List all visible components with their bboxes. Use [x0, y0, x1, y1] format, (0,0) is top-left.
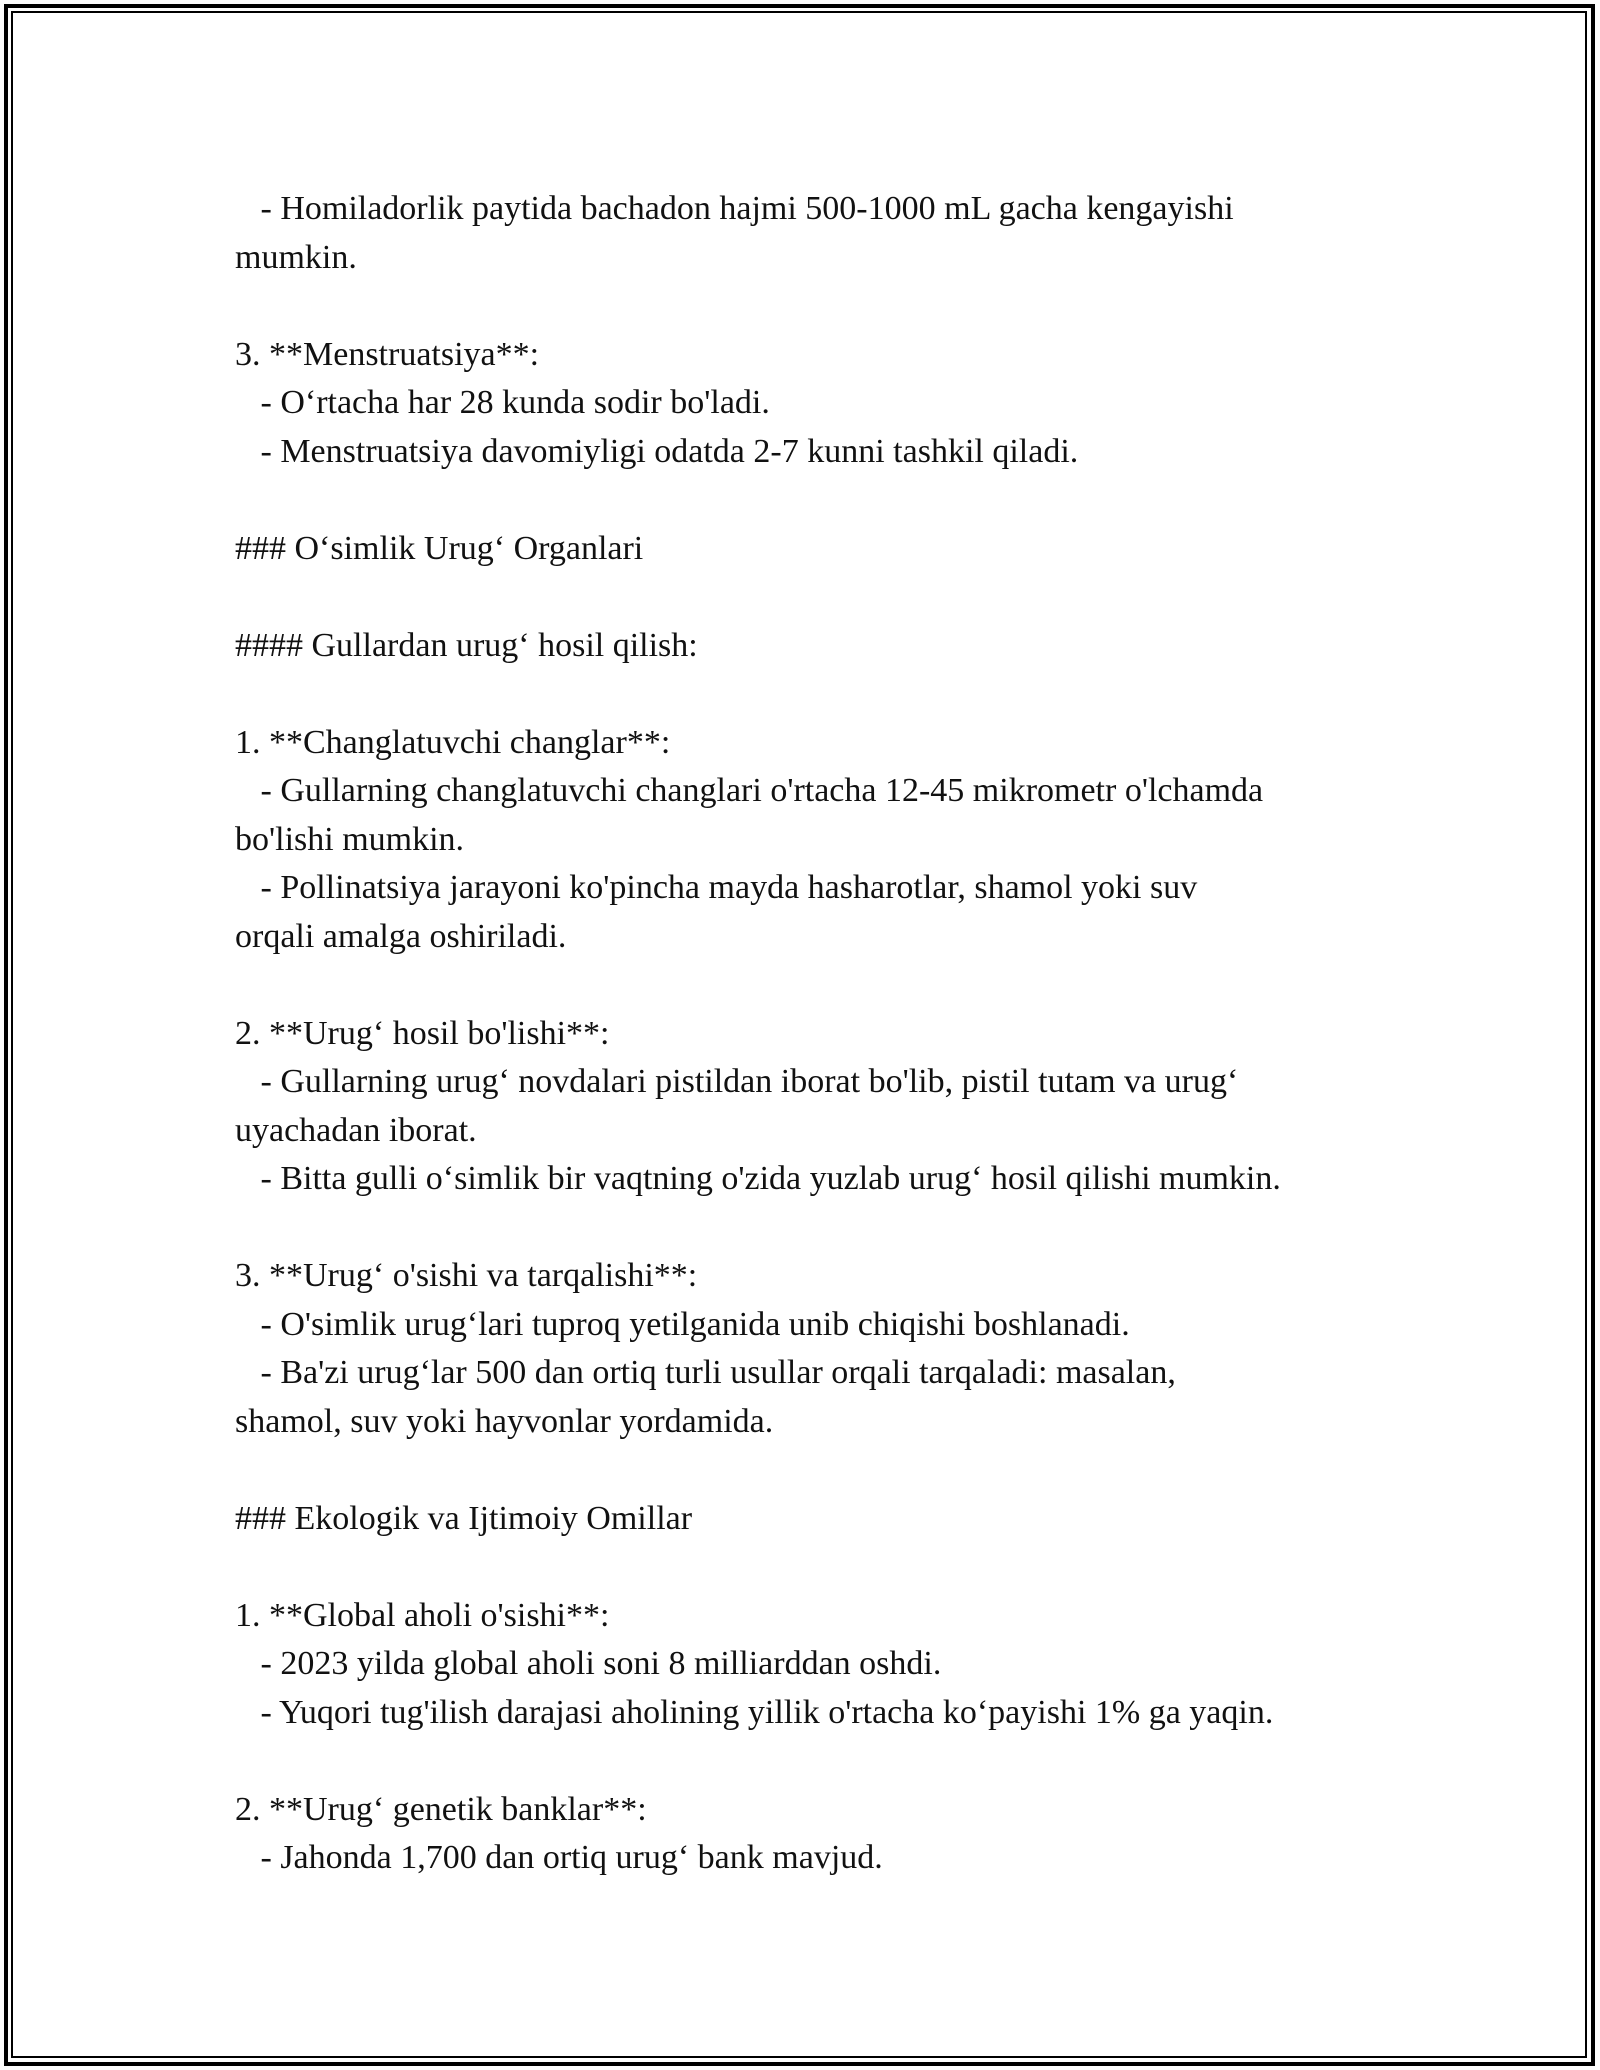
- numbered-item-heading: 2. **Urug‘ genetik banklar**:: [235, 1790, 647, 1828]
- blank-line: [235, 1204, 1385, 1253]
- bullet-item: - Jahonda 1,700 dan ortiq urug‘ bank mavjud.: [235, 1839, 883, 1876]
- blank-line: [235, 1543, 1385, 1592]
- text-line: orqali amalga oshiriladi.: [235, 917, 567, 955]
- blank-line: [235, 476, 1385, 525]
- numbered-item-heading: 3. **Urug‘ o'sishi va tarqalishi**:: [235, 1257, 698, 1294]
- text-line: shamol, suv yoki hayvonlar yordamida.: [235, 1402, 774, 1440]
- bullet-item: - Menstruatsiya davomiyligi odatda 2-7 kunni tashkil qiladi.: [235, 432, 1079, 470]
- text-line: uyachadan iborat.: [235, 1111, 477, 1149]
- section-heading: ### Ekologik va Ijtimoiy Omillar: [235, 1499, 693, 1537]
- section-heading: #### Gullardan urug‘ hosil qilish:: [235, 626, 698, 664]
- bullet-item: - O'simlik urug‘lari tuproq yetilganida unib chiqishi boshlanadi.: [235, 1305, 1130, 1343]
- bullet-item: - 2023 yilda global aholi soni 8 milliarddan oshdi.: [235, 1645, 942, 1682]
- blank-line: [235, 670, 1385, 719]
- bullet-item: - Gullarning urug‘ novdalari pistildan iborat bo'lib, pistil tutam va urug‘: [235, 1063, 1239, 1100]
- section-heading: ### O‘simlik Urug‘ Organlari: [235, 529, 644, 567]
- numbered-item-heading: 3. **Menstruatsiya**:: [235, 335, 540, 373]
- blank-line: [235, 573, 1385, 622]
- document-body: [235, 185, 1385, 1883]
- blank-line: [235, 961, 1385, 1010]
- blank-line: [235, 1737, 1385, 1786]
- numbered-item-heading: 2. **Urug‘ hosil bo'lishi**:: [235, 1014, 610, 1052]
- bullet-item: - Ba'zi urug‘lar 500 dan ortiq turli usullar orqali tarqaladi: masalan,: [235, 1354, 1176, 1391]
- text-line: bo'lishi mumkin.: [235, 820, 465, 858]
- bullet-item: - Bitta gulli o‘simlik bir vaqtning o'zida yuzlab urug‘ hosil qilishi mumkin.: [235, 1160, 1281, 1197]
- numbered-item-heading: 1. **Changlatuvchi changlar**:: [235, 723, 671, 761]
- bullet-item: - O‘rtacha har 28 kunda sodir bo'ladi.: [235, 384, 770, 421]
- numbered-item-heading: 1. **Global aholi o'sishi**:: [235, 1596, 610, 1634]
- bullet-item: - Pollinatsiya jarayoni ko'pincha mayda hasharotlar, shamol yoki suv: [235, 869, 1198, 906]
- bullet-item: - Yuqori tug'ilish darajasi aholining yillik o'rtacha ko‘payishi 1% ga yaqin.: [235, 1693, 1274, 1731]
- blank-line: [235, 282, 1385, 331]
- bullet-item: - Homiladorlik paytida bachadon hajmi 500-1000 mL gacha kengayishi: [235, 190, 1234, 227]
- bullet-item: - Gullarning changlatuvchi changlari o'rtacha 12-45 mikrometr o'lchamda: [235, 772, 1264, 809]
- blank-line: [235, 1446, 1385, 1495]
- text-line: mumkin.: [235, 238, 357, 276]
